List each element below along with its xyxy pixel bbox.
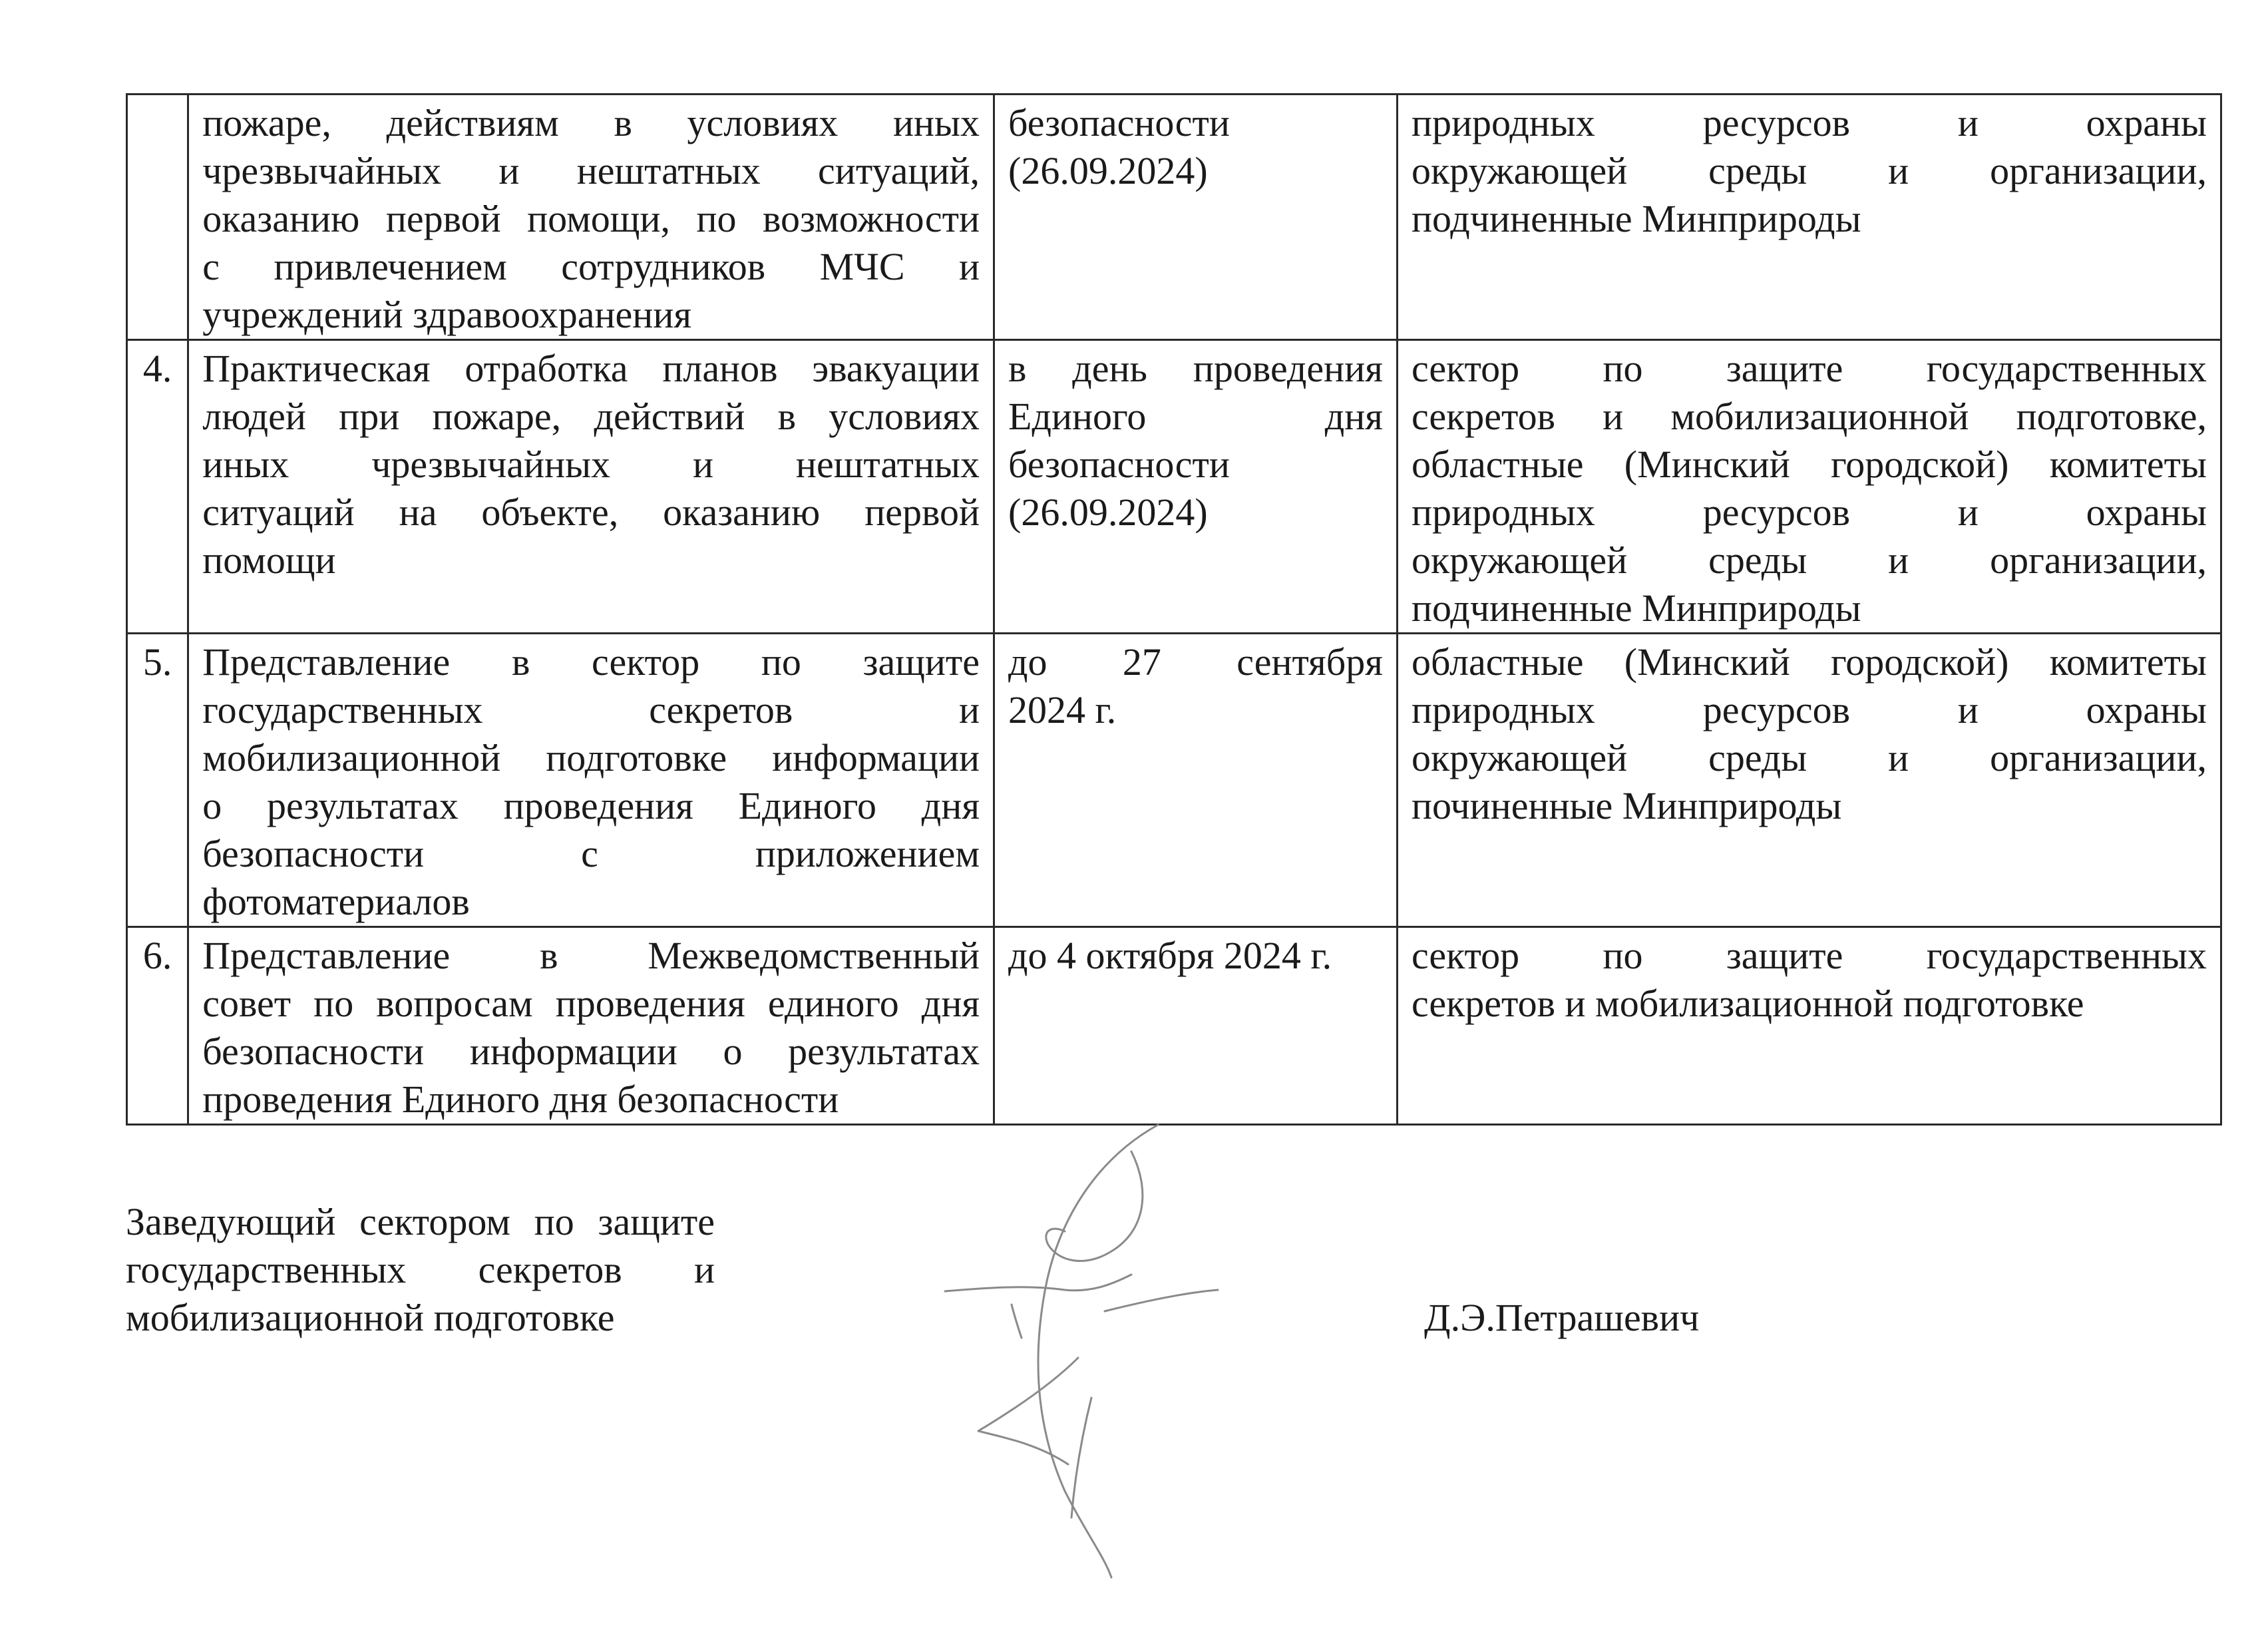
table-row [127,95,2221,340]
action-line: Представление в сектор по защите [202,640,980,684]
deadline-line: безопасности [1008,101,1230,144]
position-line: государственных секретов и [126,1248,715,1291]
responsible-line: подчиненные Минприроды [1411,586,1861,630]
responsible-cell [1397,340,2221,634]
action-line: учреждений здравоохранения [202,293,692,336]
responsible-line: сектор по защите государственных [1411,934,2207,977]
action-line: безопасности с приложением [202,832,980,875]
responsible-line: природных ресурсов и охраны [1411,101,2207,144]
signatory-name: Д.Э.Петрашевич [1424,1296,1700,1339]
action-plan-table [126,93,2222,1126]
action-line: безопасности информации о результатах [202,1030,980,1073]
action-line: иных чрезвычайных и нештатных [202,443,980,486]
deadline-line: до 27 сентября [1008,640,1383,684]
action-line: пожаре, действиям в условиях иных [202,101,980,144]
action-cell [188,927,994,1125]
position-line: Заведующий сектором по защите [126,1200,715,1243]
responsible-line: областные (Минский городской) комитеты [1411,640,2207,684]
action-line: о результатах проведения Единого дня [202,784,980,827]
action-line: фотоматериалов [202,880,470,923]
action-cell [188,634,994,927]
deadline-line: (26.09.2024) [1008,149,1208,192]
action-line: совет по вопросам проведения единого дня [202,982,980,1025]
responsible-line: починенные Минприроды [1411,784,1842,827]
responsible-line: природных ресурсов и охраны [1411,491,2207,534]
action-line: помощи [202,538,336,582]
deadline-line: в день проведения [1008,347,1383,390]
action-line: людей при пожаре, действий в условиях [202,395,980,438]
deadline-line: Единого дня [1008,395,1383,438]
table-row [127,927,2221,1125]
action-line: ситуаций на объекте, оказанию первой [202,491,980,534]
responsible-cell [1397,927,2221,1125]
responsible-line: секретов и мобилизационной подготовке, [1411,395,2207,438]
table-row [127,634,2221,927]
responsible-line: природных ресурсов и охраны [1411,688,2207,731]
row-number [127,95,188,340]
action-line: проведения Единого дня безопасности [202,1078,839,1121]
row-number: 4. [127,340,188,634]
responsible-line: подчиненные Минприроды [1411,197,1861,240]
deadline-cell [994,634,1398,927]
action-line: государственных секретов и [202,688,980,731]
responsible-cell [1397,95,2221,340]
action-line: мобилизационной подготовке информации [202,736,980,779]
responsible-line: областные (Минский городской) комитеты [1411,443,2207,486]
action-cell [188,95,994,340]
row-number: 6. [127,927,188,1125]
action-line: с привлечением сотрудников МЧС и [202,245,980,288]
action-line: оказанию первой помощи, по возможности [202,197,980,240]
deadline-line: (26.09.2024) [1008,491,1208,534]
responsible-line: окружающей среды и организации, [1411,538,2207,582]
handwritten-signature [932,1118,1251,1584]
deadline-cell [994,95,1398,340]
deadline-line: 2024 г. [1008,688,1117,731]
signatory-position [126,1198,715,1342]
action-line: Практическая отработка планов эвакуации [202,347,980,390]
responsible-line: окружающей среды и организации, [1411,736,2207,779]
deadline-line: до 4 октября 2024 г. [1008,934,1332,977]
action-line: чрезвычайных и нештатных ситуаций, [202,149,980,192]
deadline-line: безопасности [1008,443,1230,486]
responsible-line: сектор по защите государственных [1411,347,2207,390]
table-row [127,340,2221,634]
responsible-line: окружающей среды и организации, [1411,149,2207,192]
responsible-cell [1397,634,2221,927]
action-line: Представление в Межведомственный [202,934,980,977]
row-number: 5. [127,634,188,927]
deadline-cell [994,927,1398,1125]
action-cell [188,340,994,634]
responsible-line: секретов и мобилизационной подготовке [1411,982,2084,1025]
deadline-cell [994,340,1398,634]
position-line: мобилизационной подготовке [126,1296,615,1339]
